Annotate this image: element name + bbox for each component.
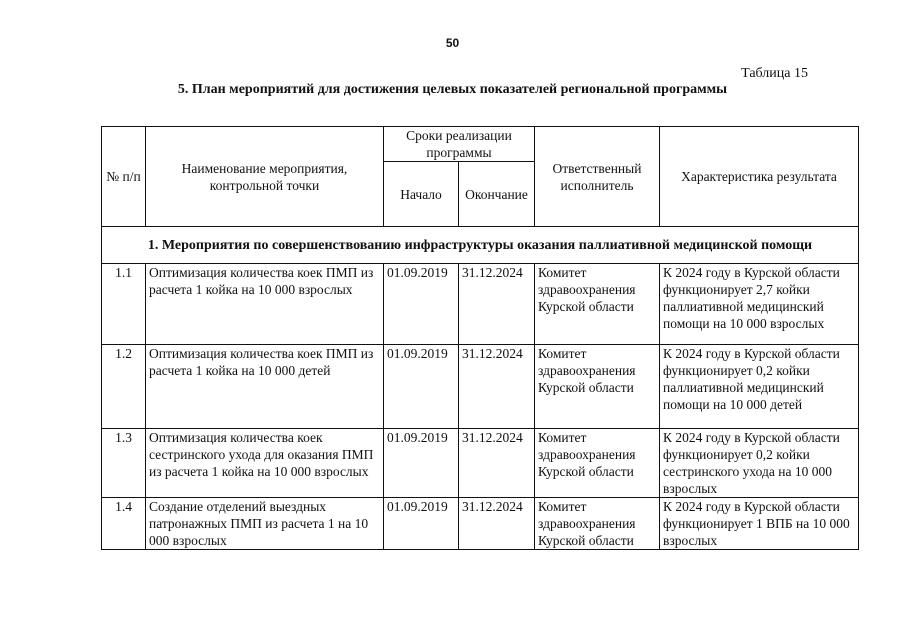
header-period: Сроки реализации программы: [384, 127, 535, 162]
header-row-top: [102, 127, 859, 162]
plan-table: [101, 126, 859, 550]
row-responsible: Комитет здравоохранения Курской области: [535, 264, 660, 345]
table-label: Таблица 15: [741, 66, 808, 81]
row-responsible: Комитет здравоохранения Курской области: [535, 429, 660, 498]
header-name: Наименование мероприятия, контрольной точки: [146, 127, 384, 227]
row-name: Оптимизация количества коек сестринского ухода для оказания ПМП из расчета 1 койка на 10 000 взрослых: [146, 429, 384, 498]
row-result: К 2024 году в Курской области функционирует 1 ВПБ на 10 000 взрослых: [660, 498, 859, 550]
row-result: К 2024 году в Курской области функционирует 0,2 койки сестринского ухода на 10 000 взрослых: [660, 429, 859, 498]
table-row: [102, 345, 859, 429]
row-end: 31.12.2024: [459, 498, 535, 550]
row-name: Оптимизация количества коек ПМП из расчета 1 койка на 10 000 взрослых: [146, 264, 384, 345]
header-start: Начало: [384, 162, 459, 227]
row-start: 01.09.2019: [384, 498, 459, 550]
page-number: 50: [445, 36, 460, 50]
row-name: Создание отделений выездных патронажных ПМП из расчета 1 на 10 000 взрослых: [146, 498, 384, 550]
row-name: Оптимизация количества коек ПМП из расчета 1 койка на 10 000 детей: [146, 345, 384, 429]
group-row: [102, 227, 859, 264]
row-responsible: Комитет здравоохранения Курской области: [535, 345, 660, 429]
group-title: 1. Мероприятия по совершенствованию инфраструктуры оказания паллиативной медицинской помощи: [102, 227, 859, 264]
row-responsible: Комитет здравоохранения Курской области: [535, 498, 660, 550]
row-num: 1.3: [102, 429, 146, 498]
row-end: 31.12.2024: [459, 264, 535, 345]
row-start: 01.09.2019: [384, 264, 459, 345]
table-row: [102, 429, 859, 498]
row-result: К 2024 году в Курской области функционирует 2,7 койки паллиативной медицинский помощи на 10 000 взрослых: [660, 264, 859, 345]
row-end: 31.12.2024: [459, 345, 535, 429]
header-result: Характеристика результата: [660, 127, 859, 227]
row-num: 1.4: [102, 498, 146, 550]
row-result: К 2024 году в Курской области функционирует 0,2 койки паллиативной медицинский помощи на 10 000 детей: [660, 345, 859, 429]
row-start: 01.09.2019: [384, 429, 459, 498]
row-num: 1.2: [102, 345, 146, 429]
header-end: Окончание: [459, 162, 535, 227]
table-row: [102, 264, 859, 345]
row-end: 31.12.2024: [459, 429, 535, 498]
header-responsible: Ответственный исполнитель: [535, 127, 660, 227]
table-row: [102, 498, 859, 550]
header-num: № п/п: [102, 127, 146, 227]
row-num: 1.1: [102, 264, 146, 345]
section-title: 5. План мероприятий для достижения целевых показателей региональной программы: [177, 82, 728, 97]
row-start: 01.09.2019: [384, 345, 459, 429]
